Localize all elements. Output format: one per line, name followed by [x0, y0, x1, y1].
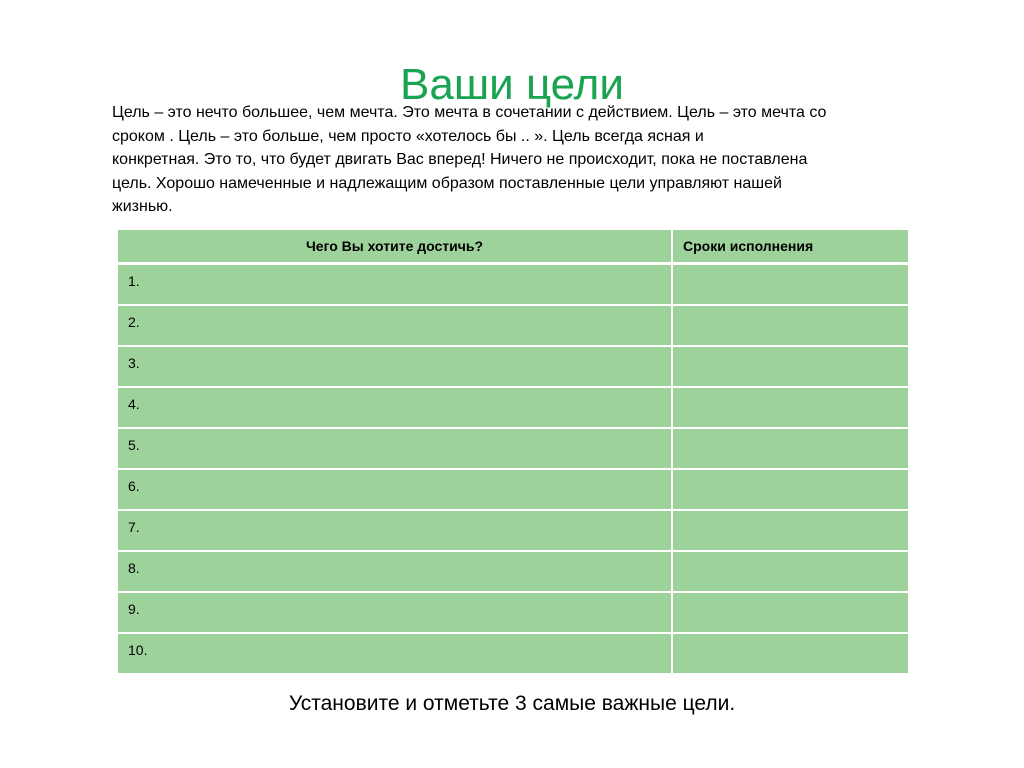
- deadline-column-header: Сроки исполнения: [673, 230, 908, 265]
- table-row: [116, 634, 908, 675]
- intro-line: Цель – это нечто большее, чем мечта. Это мечта в сочетании с действием. Цель – это мечта со: [112, 104, 827, 121]
- footer-instruction: Установите и отметьте 3 самые важные цели.: [288, 692, 736, 715]
- table-row: [116, 388, 908, 429]
- intro-line: цель. Хорошо намеченные и надлежащим образом поставленные цели управляют нашей: [112, 174, 782, 192]
- intro-paragraph: [112, 101, 917, 219]
- intro-line: конкретная. Это то, что будет двигать Вас вперед! Ничего не происходит, пока не поставлена: [112, 151, 808, 168]
- goal-cell[interactable]: 6.: [116, 470, 673, 511]
- deadline-cell[interactable]: [673, 470, 908, 511]
- goal-cell[interactable]: 7.: [116, 511, 673, 552]
- intro-line: жизнью.: [112, 198, 173, 215]
- goal-cell[interactable]: 9.: [116, 593, 673, 634]
- deadline-cell[interactable]: [673, 347, 908, 388]
- deadline-cell[interactable]: [673, 593, 908, 634]
- goal-cell[interactable]: 4.: [116, 388, 673, 429]
- table-row: [116, 593, 908, 634]
- page-title: Ваши цели: [400, 60, 624, 110]
- deadline-cell[interactable]: [673, 388, 908, 429]
- deadline-cell[interactable]: [673, 634, 908, 675]
- goal-cell[interactable]: 2.: [116, 306, 673, 347]
- table-row: [116, 470, 908, 511]
- deadline-cell[interactable]: [673, 306, 908, 347]
- table-row: [116, 429, 908, 470]
- deadline-cell[interactable]: [673, 429, 908, 470]
- goal-column-header: Чего Вы хотите достичь?: [116, 230, 673, 265]
- intro-line: сроком . Цель – это больше, чем просто «хотелось бы .. ». Цель всегда ясная и: [112, 127, 704, 145]
- table-row: [116, 552, 908, 593]
- goal-cell[interactable]: 8.: [116, 552, 673, 593]
- table-row: [116, 347, 908, 388]
- table-header-row: [116, 230, 908, 265]
- deadline-cell[interactable]: [673, 552, 908, 593]
- table-row: [116, 511, 908, 552]
- deadline-cell[interactable]: [673, 511, 908, 552]
- goal-cell[interactable]: 5.: [116, 429, 673, 470]
- table-row: [116, 306, 908, 347]
- goal-cell[interactable]: 3.: [116, 347, 673, 388]
- deadline-cell[interactable]: [673, 265, 908, 306]
- table-row: [116, 265, 908, 306]
- goal-cell[interactable]: 1.: [116, 265, 673, 306]
- goal-cell[interactable]: 10.: [116, 634, 673, 675]
- goals-table: [116, 230, 908, 675]
